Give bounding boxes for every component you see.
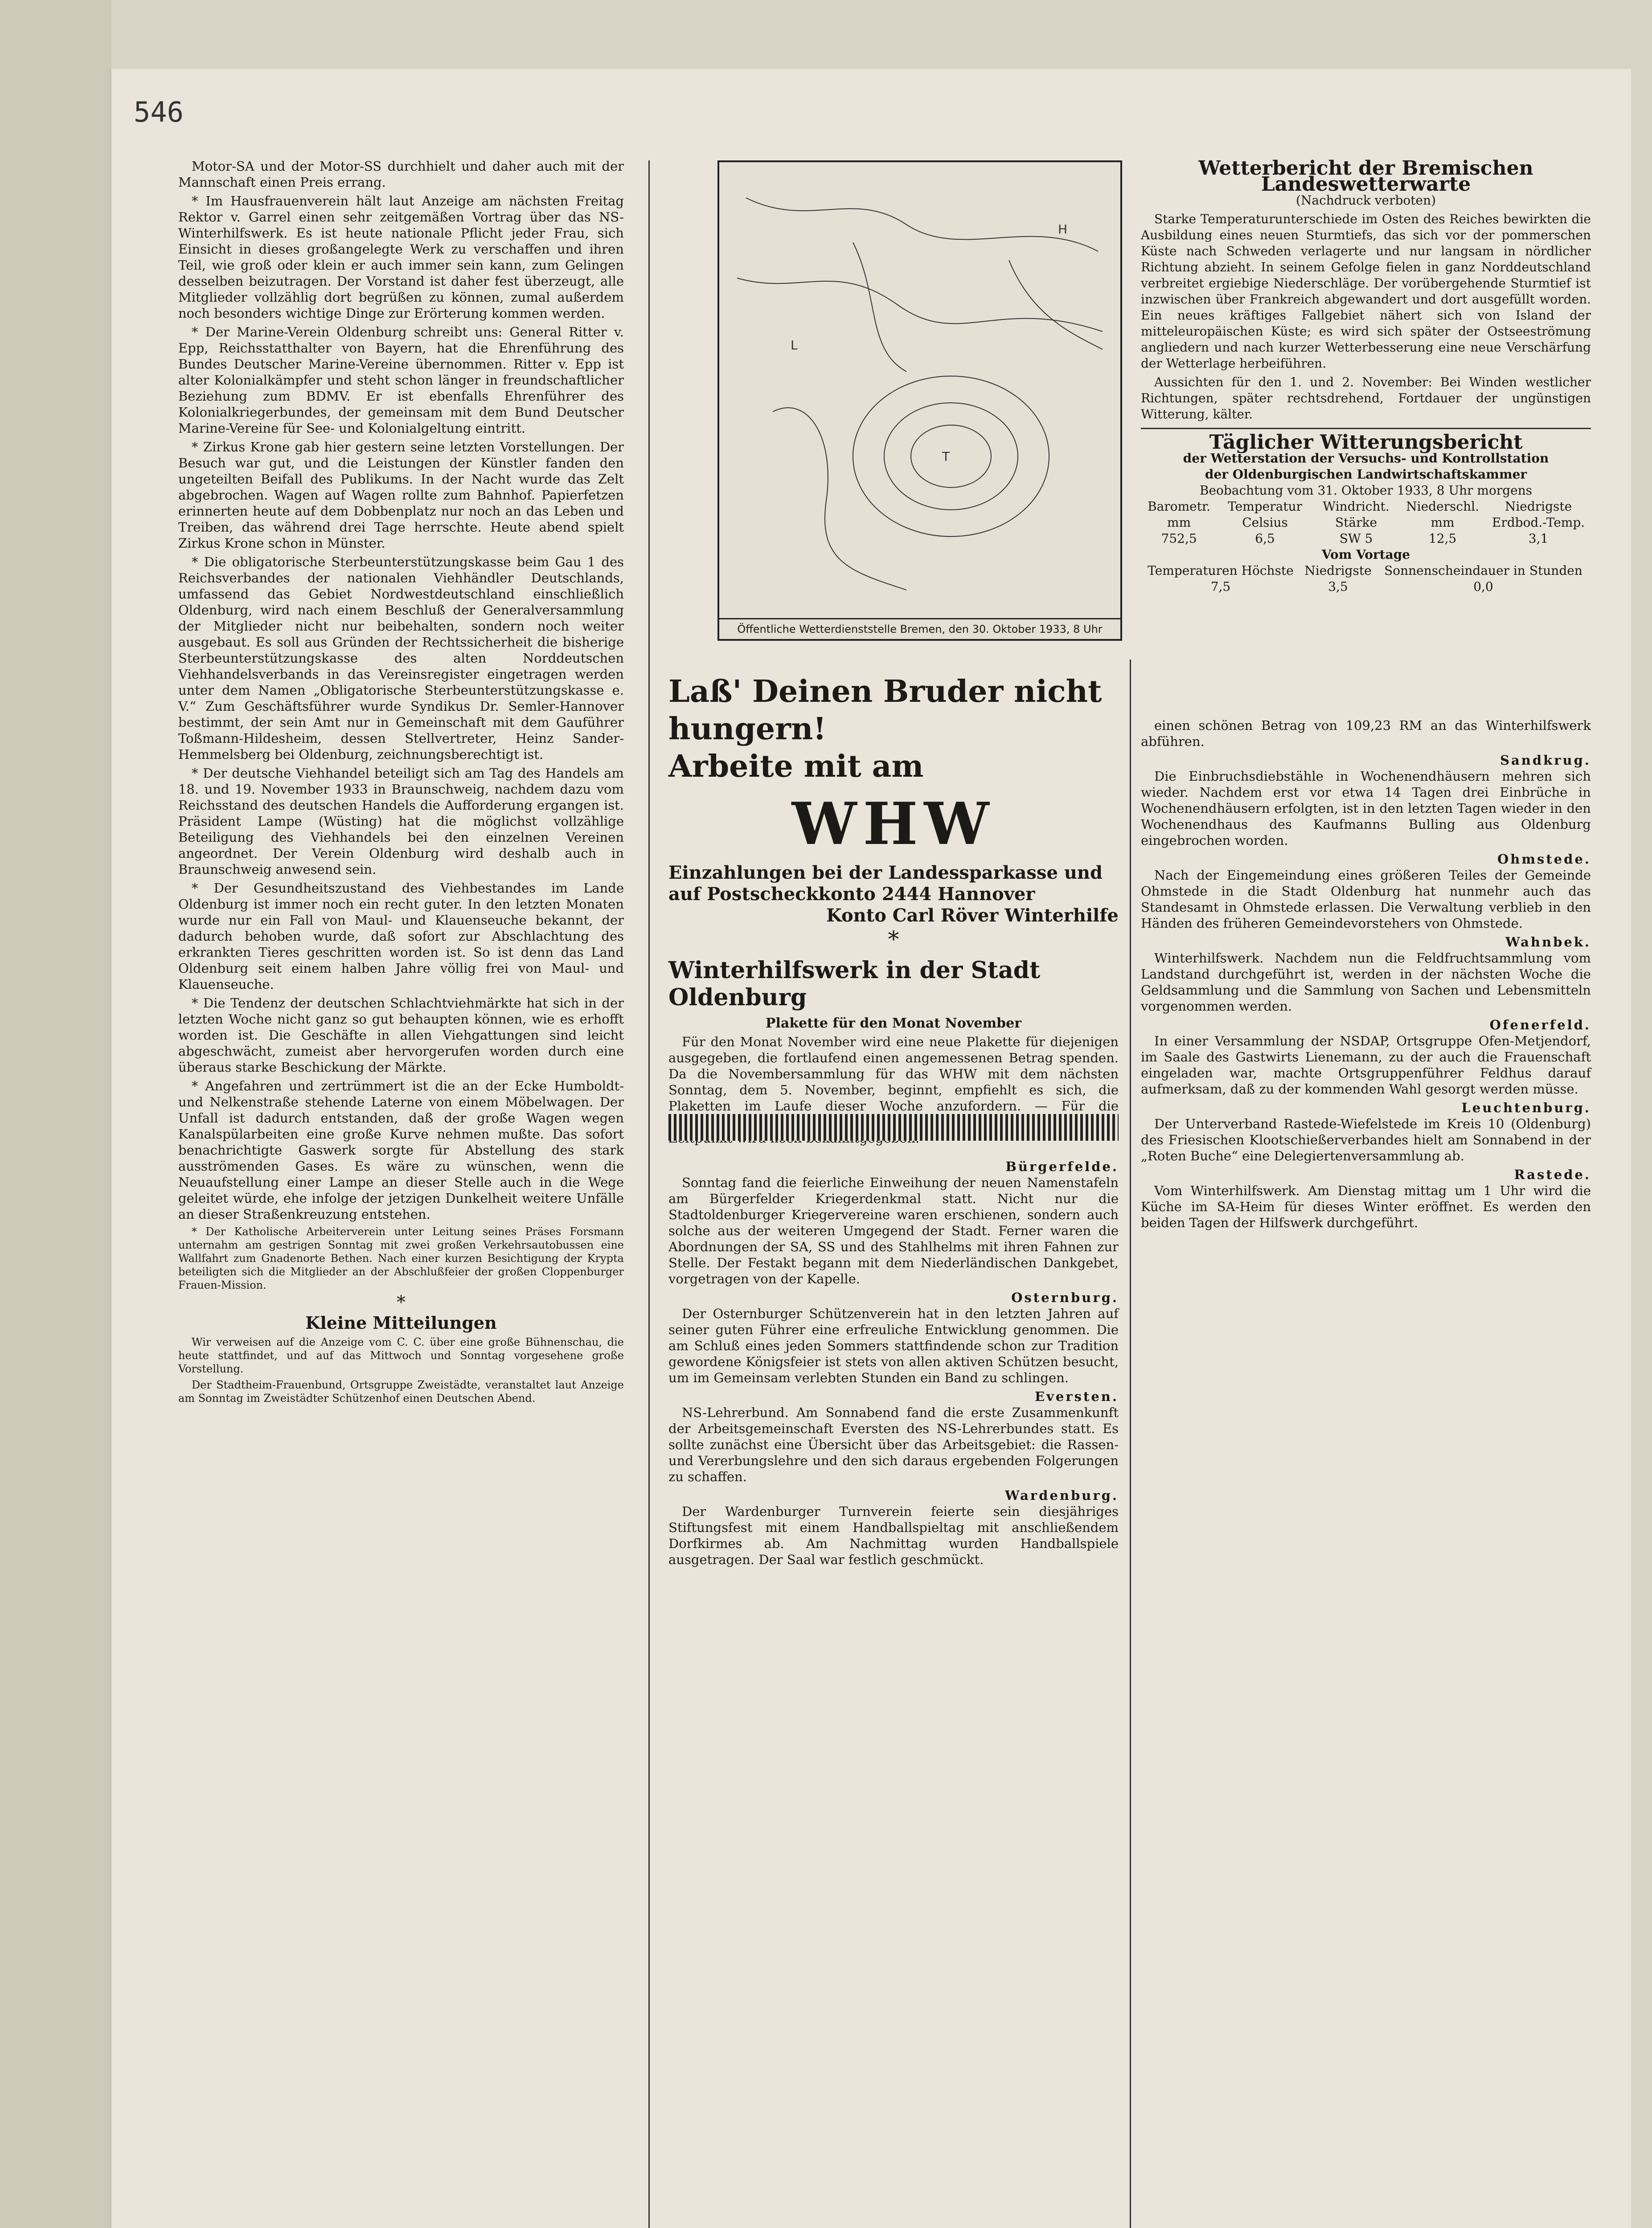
article-paragraph: Der Stadtheim-Frauenbund, Ortsgruppe Zweistädte, veranstaltet laut Anzeige am Sonntag im Zweistädter Schützenhof einen Deutschen Abend.: [178, 1379, 624, 1405]
table-cell: 12,5: [1428, 531, 1457, 546]
account-name: Konto Carl Röver Winterhilfe: [826, 905, 1119, 926]
vortage-heading: Vom Vortage: [1321, 547, 1410, 562]
table-header: Niederschl. mm: [1406, 499, 1479, 530]
place-heading: Rastede.: [1514, 1167, 1591, 1182]
page-edge: [0, 0, 111, 2228]
column-right: [1141, 717, 1591, 1233]
separator-star: *: [888, 926, 899, 952]
article-paragraph: Winterhilfswerk. Nachdem nun die Feldfruchtsammlung vom Landstand durchgeführt ist, werden in der nächsten Woche die Geldsammlung und die Sammlung von Sachen und Lebensmitteln vorgenommen werden.: [1141, 950, 1591, 1014]
article-paragraph: * Der Katholische Arbeiterverein unter Leitung seines Präses Forsmann unternahm am gestrigen Sonntag mit zwei großen Verkehrsautobussen eine Wallfahrt zum Gnadenorte Bethen. Nach einer kurzen Besichtigung der Krypta beteiligten sich die Mitglieder an der Abschlußfeier der großen Cloppenburger Frauen-Mission.: [178, 1225, 624, 1291]
weather-subtitle: (Nachdruck verboten): [1295, 193, 1436, 208]
place-heading: Wardenburg.: [1005, 1488, 1119, 1503]
article-paragraph: Der Unterverband Rastede-Wiefelstede im Kreis 10 (Oldenburg) des Friesischen Klootschießerverbandes hielt am Sonnabend in der „Roten Buche“ eine Delegiertenversammlung ab.: [1141, 1116, 1591, 1163]
column-middle: [668, 1159, 1119, 1570]
article-paragraph: * Die obligatorische Sterbeunterstützungskasse beim Gau 1 des Reichsverbandes der nationalen Viehhändler Deutschlands, umfassend das Gebiet Nordwestdeutschland einschließlich Oldenburg, wird nach einem Beschluß der Generalversammlung der Mitglieder nicht nur beibehalten, sondern noch weiter ausgebaut. Es soll aus Gründen der Rechtssicherheit die bisherige Sterbeunterstützungskasse des alten Norddeutschen Viehhandelsverbands in das Vereinsregister eingetragen werden unter dem Namen „Obligatorische Sterbeunterstützungskasse e. V.“ Zum Geschäftsführer wurde Syndikus Dr. Semler-Hannover bestimmt, der sein Amt nur in Gemeinschaft mit dem Gauführer Toßmann-Hildesheim, dessen Stellvertreter, Heinz Sander-Hemmelsberg bei Oldenburg, zeichnungsberechtigt ist.: [178, 554, 624, 762]
weather-report: [1141, 157, 1591, 595]
place-heading: Eversten.: [1034, 1389, 1119, 1404]
article-paragraph: Der Wardenburger Turnverein feierte sein diesjähriges Stiftungsfest mit einem Handballspieltag mit anschließendem Dorfkirmes ab. Am Nachmittag wurden Handballspiele ausgetragen. Der Saal war festlich geschmückt.: [668, 1504, 1119, 1567]
place-heading: Bürgerfelde.: [1005, 1159, 1119, 1174]
table-header: Niedrigste: [1304, 563, 1372, 578]
svg-text:H: H: [1058, 222, 1068, 237]
whw-appeal: [668, 673, 1119, 1149]
article-paragraph: Wir verweisen auf die Anzeige vom C. C. über eine große Bühnenschau, die heute stattfindet, und auf das Mittwoch und Sonntag vorgesehene große Vorstellung.: [178, 1336, 624, 1375]
table-header: Temperaturen Höchste: [1148, 563, 1294, 578]
article-paragraph: Die Einbruchsdiebstähle in Wochenendhäusern mehren sich wieder. Nachdem erst vor etwa 14 Tagen drei Einbrüche in Wochenendhäusern erfolgten, ist in den letzten Tagen wieder in den Wochenendhaus des Kaufmanns Bulling aus Oldenburg eingebrochen worden.: [1141, 769, 1591, 848]
article-paragraph: * Der Marine-Verein Oldenburg schreibt uns: General Ritter v. Epp, Reichsstatthalter von Bayern, hat die Ehrenführung des Bundes Deutscher Marine-Vereine übernommen. Ritter v. Epp ist alter Kolonialkämpfer und steht schon länger in freundschaftlicher Beziehung zum BDMV. Er ist ebenfalls Ehrenführer des Kolonialkriegerbundes, der gemeinsam mit dem Bund Deutscher Marine-Vereine für See- und Kolonialgeltung eintritt.: [178, 324, 624, 436]
article-paragraph: In einer Versammlung der NSDAP, Ortsgruppe Ofen-Metjendorf, im Saale des Gastwirts Lienemann, zu der auch die Frauenschaft eingeladen war, machte Ortsgruppenführer Feldhus darauf aufmerksam, daß zu der kommenden Wahl gesorgt werden müsse.: [1141, 1033, 1591, 1097]
separator-star: *: [397, 1292, 406, 1313]
article-paragraph: * Der deutsche Viehhandel beteiligt sich am Tag des Handels am 18. und 19. November 1933 in Braunschweig, nachdem dazu vom Reichsstand des deutschen Handels die Aufforderung ergangen ist. Präsident Lampe (Wüsting) hat die möglichst vollzählige Beteiligung des Viehhandels bei den einzelnen Vereinen angeordnet. Der Verein Oldenburg wird deshalb auch in Braunschweig anwesend sein.: [178, 766, 624, 877]
article-paragraph: * Zirkus Krone gab hier gestern seine letzten Vorstellungen. Der Besuch war gut, und die Leistungen der Künstler fanden den ungeteilten Beifall des Publikums. In der Nacht wurde das Zelt abgebrochen. Wagen auf Wagen rollte zum Bahnhof. Papierfetzen erinnerten heute auf dem Dobbenplatz nur noch an das Leben und Treiben, das während drei Tage herrschte. Heute abend spielt Zirkus Krone schon in Münster.: [178, 439, 624, 551]
article-paragraph: Vom Winterhilfswerk. Am Dienstag mittag um 1 Uhr wird die Küche im SA-Heim für dieses Winter eröffnet. Es werden den beiden Tagen der Hilfswerk durchgeführt.: [1141, 1183, 1591, 1230]
weather-table-2: [1141, 563, 1591, 595]
svg-text:T: T: [942, 449, 950, 464]
table-header: Niedrigste Erdbod.-Temp.: [1492, 499, 1585, 530]
article-paragraph: NS-Lehrerbund. Am Sonnabend fand die erste Zusammenkunft der Arbeitsgemeinschaft Eversten des NS-Lehrerbundes statt. Es sollte zunächst eine Übersicht über das Arbeitsgebiet: die Rassen- und Vererbungslehre und den sich daraus ergebenden Folgerungen zu schaffen.: [668, 1405, 1119, 1484]
map-caption: Öffentliche Wetterdienststelle Bremen, den 30. Oktober 1933, 8 Uhr: [719, 618, 1120, 639]
place-heading: Ohmstede.: [1497, 852, 1591, 867]
table-cell: 752,5: [1161, 531, 1197, 546]
article-paragraph: Der Osternburger Schützenverein hat in den letzten Jahren auf seiner guten Führer eine erfreuliche Entwicklung genommen. Die am Schluß eines jeden Sommers stattfindende schon zur Tradition gewordene Königsfeier ist stets von allen aktiven Schützen besucht, um im Gemeinsam verlebten Stunden ein Band zu schlingen.: [668, 1306, 1119, 1385]
article-paragraph: * Der Gesundheitszustand des Viehbestandes im Lande Oldenburg ist immer noch ein recht guter. In den letzten Monaten wurde nur ein Fall von Maul- und Klauenseuche bekannt, der dadurch behoben wurde, daß sofort zur Abschlachtung des erkrankten Tieres geschritten worden ist. So ist denn das Land Oldenburg seit einem halben Jahre völlig frei von Maul- und Klauenseuche.: [178, 881, 624, 992]
daily-title: Täglicher Witterungsbericht: [1209, 431, 1523, 454]
column-left: [178, 158, 624, 1408]
place-heading: Sandkrug.: [1500, 753, 1591, 768]
hatched-divider: [668, 1114, 1119, 1141]
table-cell: 0,0: [1473, 579, 1493, 594]
bank-details: Einzahlungen bei der Landessparkasse und auf Postscheckkonto 2444 Hannover: [668, 862, 1103, 905]
whw-oldenburg-text: Für den Monat November wird eine neue Plakette für diejenigen ausgegeben, die fortlaufend einen angemessenen Betrag spenden. Da die Novembersammlung für das WHW mit dem nächsten Sonntag, dem 5. November, beginnt, empfiehlt es sich, die Plaketten im Laufe dieser Woche anzufordern. — Für die: [668, 1034, 1119, 1114]
table-cell: 6,5: [1255, 531, 1275, 546]
weather-map: [717, 160, 1122, 641]
table-header: Sonnenscheindauer in Stunden: [1384, 563, 1582, 578]
page-number: 546: [134, 96, 184, 128]
weather-title: Wetterbericht der Bremischen Landeswetterwarte: [1198, 157, 1533, 196]
column-rule: [648, 160, 650, 2228]
place-heading: Wahnbek.: [1505, 934, 1591, 950]
svg-text:L: L: [791, 338, 798, 352]
daily-sub1: der Wetterstation der Versuchs- und Kontrollstation: [1183, 451, 1549, 466]
place-heading: Leuchtenburg.: [1461, 1100, 1591, 1115]
column-rule: [1130, 659, 1131, 2228]
kleine-mitteilungen-heading: Kleine Mitteilungen: [305, 1313, 497, 1333]
place-heading: Osternburg.: [1011, 1290, 1119, 1305]
weather-text: Starke Temperaturunterschiede im Osten des Reiches bewirkten die Ausbildung eines neuen Sturmtiefs, das sich vor der pommerschen Küste nach Schweden verlagerte und nur langsam in nördlicher Richtung abzieht. In seinem Gefolge fielen in ganz Norddeutschland verbreitet ergiebige Niederschläge. Der vorübergehende Sturmtief ist inzwischen über Frankreich abgewandert und dort ausgefüllt worden. Ein neues kräftiges Fallgebiet nähert sich von Island der mitteleuropäischen Küste; es wird sich später der Ostseeströmung angliedern und nach kurzer Wetterbesserung eine neue Verschärfung der Wetterlage herbeiführen.: [1141, 212, 1591, 371]
article-paragraph: Sonntag fand die feierliche Einweihung der neuen Namenstafeln am Bürgerfelder Kriegerdenkmal statt. Nicht nur die Stadtoldenburger Kriegervereine waren erschienen, sondern auch solche aus der weiteren Umgegend der Stadt. Ferner waren die Abordnungen der SA, SS und des Stahlhelms mit ihren Fahnen zur Stelle. Der Festakt begann mit dem Niederländischen Dankgebet, vorgetragen von der Kapelle.: [668, 1175, 1119, 1286]
article-paragraph: * Die Tendenz der deutschen Schlachtviehmärkte hat sich in der letzten Woche nicht ganz so gut behaupten können, wie es erhofft worden ist. Die Geschäfte in allen Viehgattungen sind leicht abgeschwächt, zumeist aber hervorgerufen worden durch eine überaus starke Beschickung der Märkte.: [178, 995, 624, 1075]
article-paragraph: * Angefahren und zertrümmert ist die an der Ecke Humboldt- und Nelkenstraße stehende Laterne von einem Möbelwagen. Der Unfall ist dadurch entstanden, daß der große Wagen wegen Kanalspülarbeiten eine große Kurve nehmen mußte. Das sofort benachrichtigte Gaswerk sorgte für Abstellung des stark ausströmenden Gases. Es wäre zu wünschen, wenn die Neuaufstellung einer Lampe an dieser Stelle auch in die Wege geleitet würde, ehe infolge der jetzigen Dunkelheit weitere Unfälle an dieser Straßenkreuzung entstehen.: [178, 1078, 624, 1222]
appeal-line1: Laß' Deinen Bruder nicht hungern!: [668, 674, 1102, 747]
appeal-line2: Arbeite mit am: [668, 749, 924, 784]
whw-oldenburg-sub: Plakette für den Monat November: [765, 1016, 1022, 1031]
table-cell: 3,5: [1328, 579, 1348, 594]
article-paragraph: einen schönen Betrag von 109,23 RM an das Winterhilfswerk abführen.: [1141, 718, 1591, 749]
table-cell: 7,5: [1210, 579, 1231, 594]
place-heading: Ofenerfeld.: [1489, 1017, 1591, 1032]
daily-obs: Beobachtung vom 31. Oktober 1933, 8 Uhr morgens: [1199, 483, 1533, 498]
weather-table-1: [1141, 499, 1591, 547]
table-header: Windricht. Stärke: [1323, 499, 1390, 530]
isobar-drawing: [719, 162, 1117, 616]
table-cell: 3,1: [1528, 531, 1549, 546]
article-paragraph: * Im Hausfrauenverein hält laut Anzeige am nächsten Freitag Rektor v. Garrel einen sehr zeitgemäßen Vortrag über das NS-Winterhilfswerk. Es ist heute nationale Pflicht jeder Frau, sich Einsicht in dieses großangelegte Werk zu verschaffen und ihren Teil, wie groß oder klein er auch immer sein kann, zum Gelingen desselben beizutragen. Der Vorstand ist daher fest überzeugt, alle Mitglieder vollzählig dort begrüßen zu können, zumal außerdem noch besonders wichtige Dinge zur Erörterung kommen werden.: [178, 193, 624, 321]
article-paragraph: Nach der Eingemeindung eines größeren Teiles der Gemeinde Ohmstede in die Stadt Oldenburg hat nunmehr auch das Standesamt in Ohmstede erlassen. Die Verwaltung verblieb in den Händen des früheren Gemeindevorstehers von Ohmstede.: [1141, 868, 1591, 931]
daily-sub2: der Oldenburgischen Landwirtschaftskammer: [1205, 467, 1527, 482]
table-header: Barometr. mm: [1148, 499, 1211, 530]
article-paragraph: Motor-SA und der Motor-SS durchhielt und daher auch mit der Mannschaft einen Preis errang.: [178, 159, 624, 190]
weather-outlook: Aussichten für den 1. und 2. November: Bei Winden westlicher Richtungen, später rechtsdrehend, Fortdauer der ungünstigen Witterung, kälter.: [1141, 375, 1591, 422]
whw-oldenburg-heading: Winterhilfswerk in der Stadt Oldenburg: [668, 957, 1041, 1011]
table-header: Temperatur Celsius: [1228, 499, 1302, 530]
whw-logo-text: WHW: [791, 790, 996, 858]
table-cell: SW 5: [1339, 531, 1373, 546]
